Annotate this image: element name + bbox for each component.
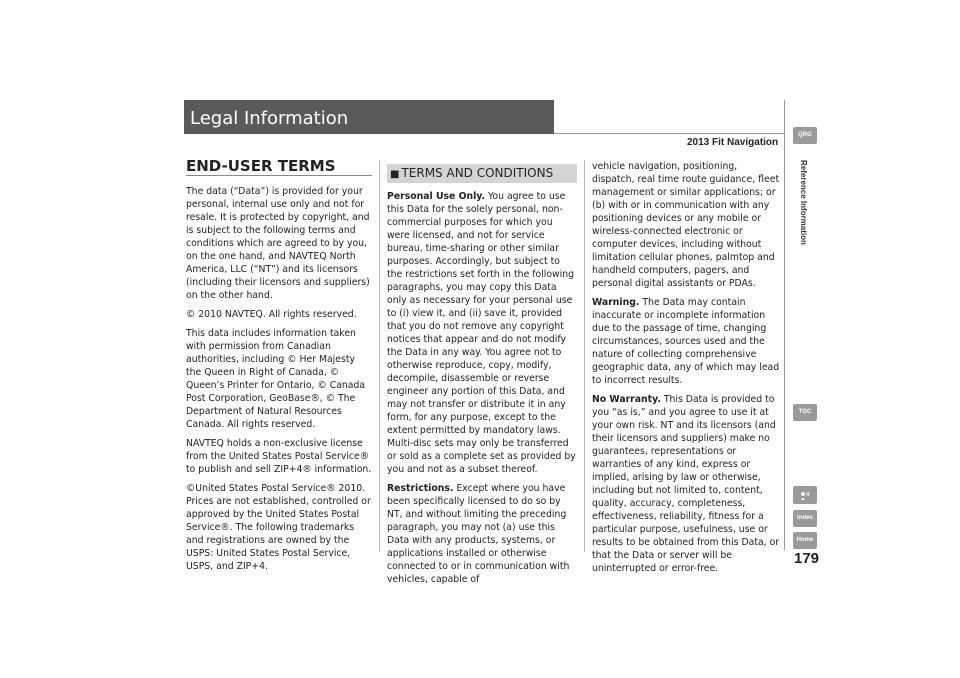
page-number: 179 bbox=[794, 550, 820, 567]
no-warranty-label: No Warranty. bbox=[592, 394, 661, 405]
page-title: Legal Information bbox=[184, 100, 554, 134]
paragraph: ©United States Postal Service® 2010. Prices are not established, controlled or approved by the United States Postal Service®. The following trademarks and registrations are owned by the USPS: United States Postal Service, USPS, and ZIP+4. bbox=[186, 483, 371, 572]
personal-use-label: Personal Use Only. bbox=[387, 191, 486, 202]
paragraph-personal-use bbox=[387, 190, 577, 476]
column-end-user-terms bbox=[186, 157, 372, 579]
voice-command-button[interactable] bbox=[793, 486, 817, 504]
warning-label: Warning. bbox=[592, 297, 640, 308]
warning-text: The Data may contain inaccurate or incomplete information due to the passage of time, changing circumstances, sources used and the nature of collecting comprehensive geographic data, any of which may lead to incorrect results. bbox=[592, 297, 780, 386]
qrg-button[interactable]: QRG bbox=[793, 127, 817, 144]
restrictions-text: Except where you have been specifically licensed to do so by NT, and without limiting the preceding paragraph, you may not (a) use this Data with any products, systems, or applications installed or otherwise connected to or in communication with vehicles, capable of bbox=[387, 483, 570, 585]
terms-heading-text: TERMS AND CONDITIONS bbox=[401, 166, 554, 180]
home-button[interactable]: Home bbox=[793, 532, 817, 549]
reference-information-tab[interactable]: Reference Information bbox=[799, 160, 808, 245]
column-continued bbox=[592, 160, 780, 581]
heading-marker: ■ bbox=[390, 169, 400, 180]
no-warranty-text: This Data is provided to you “as is,” and you agree to use it at your own risk. NT and its licensors (and their licensors and suppliers) make no guarantees, representations or warranties of any kind, express or implied, arising by law or otherwise, including but not limited to, content, quality, accuracy, completeness, effectiveness, reliability, fitness for a particular purpose, usefulness, use or results to be obtained from this Data, or that the Data or server will be uninterrupted or error-free. bbox=[592, 394, 780, 574]
index-button[interactable]: Index bbox=[793, 510, 817, 527]
paragraph: NAVTEQ holds a non-exclusive license from the United States Postal Service® to publish and sell ZIP+4® information. bbox=[186, 438, 372, 475]
personal-use-text: You agree to use this Data for the solely personal, non-commercial purposes for which you were licensed, and not for service bureau, time-sharing or other similar purposes. Accordingly, but subject to the restrictions set forth in the following paragraphs, you may copy this Data only as necessary for your personal use to (i) view it, and (ii) save it, provided that you do not remove any copyright notices that appear and do not modify the Data in any way. You agree not to otherwise reproduce, copy, modify, decompile, disassemble or reverse engineer any portion of this Data, and may not transfer or distribute it in any form, for any purpose, except to the extent permitted by mandatory laws. Multi-disc sets may only be transferred or sold as a complete set as provided by you and not as a subset thereof. bbox=[387, 191, 576, 475]
sidebar-divider bbox=[784, 100, 785, 550]
column-divider bbox=[584, 160, 585, 552]
header-rule bbox=[554, 133, 784, 134]
restrictions-label: Restrictions. bbox=[387, 483, 454, 494]
paragraph: The data (“Data”) is provided for your personal, internal use only and not for resale. It is protected by copyright, and is subject to the following terms and conditions which are agreed to by you, on the one hand, and NAVTEQ North America, LLC (“NT”) and its licensors (including their licensors and suppliers) on the other hand. bbox=[186, 186, 370, 301]
column-divider bbox=[379, 160, 380, 552]
paragraph-continuation: vehicle navigation, positioning, dispatch, real time route guidance, fleet management or similar applications; or (b) with or in communication with any positioning devices or any mobile or wireless-connected electronic or computer devices, including without limitation cellular phones, palmtop and handheld computers, pagers, and personal digital assistants or PDAs. bbox=[592, 161, 780, 289]
paragraph-warning bbox=[592, 296, 780, 387]
document-title: 2013 Fit Navigation bbox=[687, 137, 779, 148]
voice-command-icon bbox=[800, 491, 810, 500]
section-rule bbox=[186, 175, 372, 176]
column-terms-and-conditions bbox=[387, 160, 577, 592]
terms-heading bbox=[387, 164, 577, 183]
section-title: END-USER TERMS bbox=[186, 157, 336, 175]
paragraph: This data includes information taken with permission from Canadian authorities, including © Her Majesty the Queen in Right of Canada, © Queen’s Printer for Ontario, © Canada Post Corporation, GeoBase®, © The Department of Natural Resources Canada. All rights reserved. bbox=[186, 328, 366, 430]
paragraph-no-warranty bbox=[592, 393, 780, 575]
paragraph: © 2010 NAVTEQ. All rights reserved. bbox=[186, 309, 357, 320]
toc-button[interactable]: TOC bbox=[793, 404, 817, 421]
paragraph-restrictions bbox=[387, 482, 577, 586]
